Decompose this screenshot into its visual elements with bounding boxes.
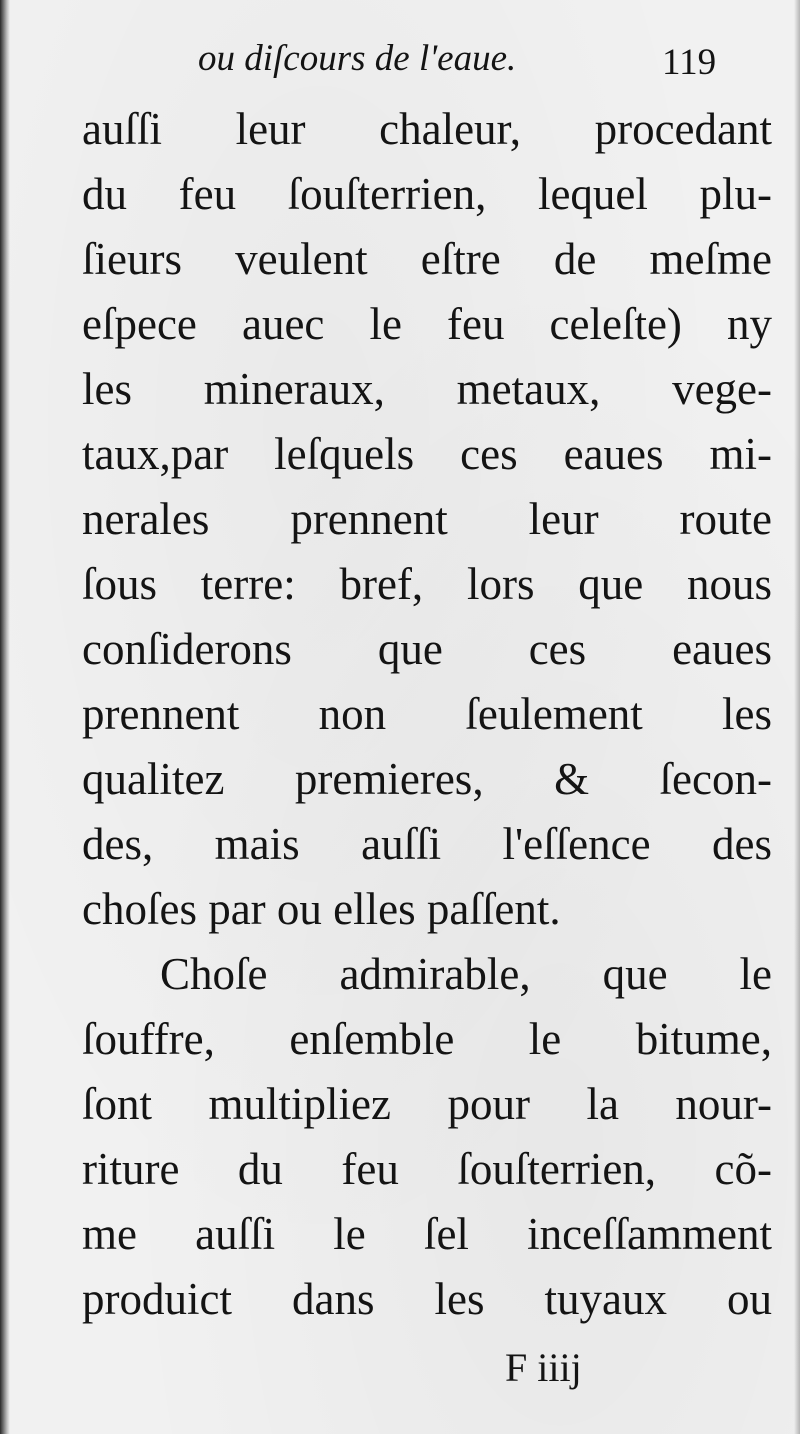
text-line: prennent non ſeulement les bbox=[82, 689, 772, 739]
running-head: ou diſcours de l'eaue. bbox=[198, 38, 517, 79]
text-line: ſont multipliez pour la nour- bbox=[82, 1079, 772, 1129]
text-line: ſous terre: bref, lors que nous bbox=[82, 559, 772, 609]
text-line: ſieurs veulent eſtre de meſme bbox=[82, 234, 772, 284]
text-line: riture du feu ſouſterrien, cõ- bbox=[82, 1144, 772, 1194]
page-number: 119 bbox=[662, 42, 717, 83]
text-line: du feu ſouſterrien, lequel plu- bbox=[82, 169, 772, 219]
text-line: produict dans les tuyaux ou bbox=[82, 1274, 772, 1324]
paragraph-end-line: choſes par ou elles paſſent. bbox=[82, 884, 561, 934]
page-edge-right bbox=[794, 0, 800, 1434]
text-line: taux,par leſquels ces eaues mi- bbox=[82, 429, 772, 479]
paragraph-start-line: Choſe admirable, que le bbox=[160, 949, 772, 999]
signature-mark: F iiij bbox=[505, 1345, 582, 1390]
text-line: me auſſi le ſel inceſſamment bbox=[82, 1209, 772, 1259]
text-line: qualitez premieres, & ſecon- bbox=[82, 754, 772, 804]
text-line: conſiderons que ces eaues bbox=[82, 624, 772, 674]
text-line: des, mais auſſi l'eſſence des bbox=[82, 819, 772, 869]
text-line: nerales prennent leur route bbox=[82, 494, 772, 544]
page-edge-shadow bbox=[0, 0, 10, 1434]
text-line: eſpece auec le feu celeſte) ny bbox=[82, 299, 772, 349]
text-line: les mineraux, metaux, vege- bbox=[82, 364, 772, 414]
text-line: ſouffre, enſemble le bitume, bbox=[82, 1014, 772, 1064]
body-text bbox=[82, 97, 772, 1332]
text-line: auſſi leur chaleur, procedant bbox=[82, 104, 772, 154]
